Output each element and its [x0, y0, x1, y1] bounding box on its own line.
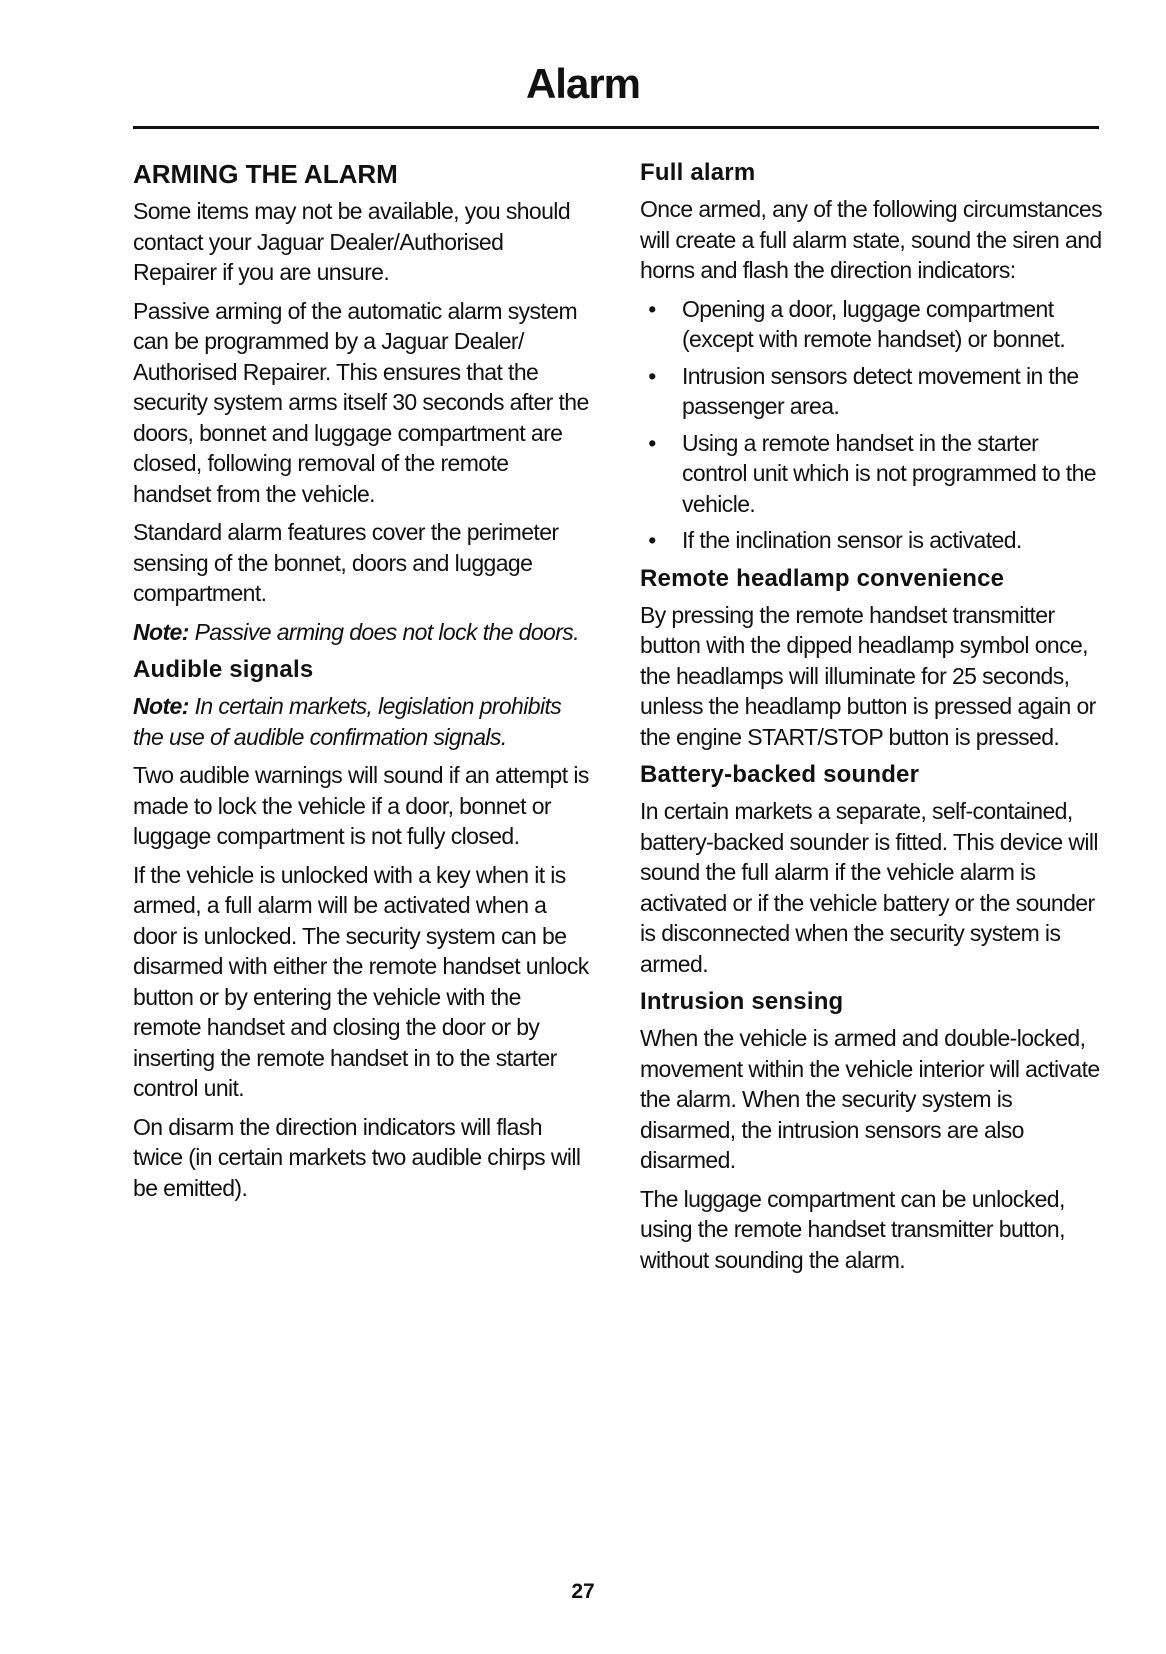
right-column	[640, 158, 1102, 1283]
paragraph-passive-arming: Passive arming of the automatic alarm system can be programmed by a Jaguar Dealer/ Authorised Repairer. This ensures that the security system arms itself 30 seconds after the doors, bonnet and luggage compartment are closed, following removal of the remote handset from the vehicle.	[133, 297, 589, 507]
list-item	[640, 428, 1102, 520]
paragraph-battery-sounder: In certain markets a separate, self-contained, battery-backed sounder is fitted. This device will sound the full alarm if the vehicle alarm is activated or if the vehicle battery or the sounder is disconnected when the security system is armed.	[640, 798, 1098, 977]
list-item	[640, 361, 1102, 422]
page-number: 27	[571, 1580, 595, 1603]
paragraph-luggage-unlock: The luggage compartment can be unlocked, using the remote handset transmitter button, without sounding the alarm.	[640, 1185, 1065, 1273]
note-text: In certain markets, legislation prohibits the use of audible confirmation signals.	[133, 693, 562, 750]
paragraph-key-unlock: If the vehicle is unlocked with a key when it is armed, a full alarm will be activated when a door is unlocked. The security system can be disarmed with either the remote handset unlock button or by entering the vehicle with the remote handset and closing the door or by inserting the remote handset in to the starter control unit.	[133, 861, 589, 1101]
subheading-full-alarm: Full alarm	[640, 159, 756, 186]
left-column	[133, 158, 591, 1211]
list-item	[640, 525, 1102, 556]
title-rule	[133, 126, 1099, 129]
paragraph-audible-warnings: Two audible warnings will sound if an attempt is made to lock the vehicle if a door, bonnet or luggage compartment is not fully closed.	[133, 762, 589, 849]
full-alarm-list	[640, 294, 1102, 556]
paragraph-remote-headlamp: By pressing the remote handset transmitter button with the dipped headlamp symbol once, the headlamps will illuminate for 25 seconds, unless the headlamp button is pressed again or the engine START/STOP button is pressed.	[640, 601, 1096, 750]
paragraph-intrusion-armed: When the vehicle is armed and double-locked, movement within the vehicle interior will activate the alarm. When the security system is disarmed, the intrusion sensors are also disarmed.	[640, 1025, 1100, 1173]
note-text: Passive arming does not lock the doors.	[188, 618, 579, 645]
paragraph-disarm-flash: On disarm the direction indicators will flash twice (in certain markets two audible chirps will be emitted).	[133, 1113, 581, 1201]
subheading-battery-sounder: Battery-backed sounder	[640, 761, 920, 788]
list-item-text: Opening a door, luggage compartment (except with remote handset) or bonnet.	[682, 295, 1066, 352]
list-item-text: Using a remote handset in the starter control unit which is not programmed to the vehicle.	[682, 429, 1096, 517]
subheading-audible-signals: Audible signals	[133, 656, 314, 683]
note-audible-legislation	[133, 691, 591, 752]
list-item-text: If the inclination sensor is activated.	[682, 527, 1022, 553]
paragraph-availability: Some items may not be available, you should contact your Jaguar Dealer/Authorised Repairer if you are unsure.	[133, 198, 571, 285]
subheading-intrusion-sensing: Intrusion sensing	[640, 988, 844, 1015]
note-label: Note:	[133, 693, 189, 719]
note-passive-arming	[133, 617, 591, 648]
subheading-remote-headlamp: Remote headlamp convenience	[640, 564, 1005, 592]
paragraph-full-alarm-intro: Once armed, any of the following circumstances will create a full alarm state, sound the siren and horns and flash the direction indicators:	[640, 196, 1103, 283]
list-item	[640, 294, 1102, 355]
list-item-text: Intrusion sensors detect movement in the passenger area.	[682, 362, 1079, 419]
page-title: Alarm	[525, 60, 641, 107]
bullet-icon: •	[648, 295, 656, 322]
bullet-icon: •	[648, 362, 656, 389]
note-label: Note:	[133, 618, 189, 645]
section-heading-arming: ARMING THE ALARM	[133, 159, 398, 189]
bullet-icon: •	[648, 527, 656, 553]
bullet-icon: •	[648, 429, 656, 456]
paragraph-standard-features: Standard alarm features cover the perimeter sensing of the bonnet, doors and luggage compartment.	[133, 519, 559, 606]
